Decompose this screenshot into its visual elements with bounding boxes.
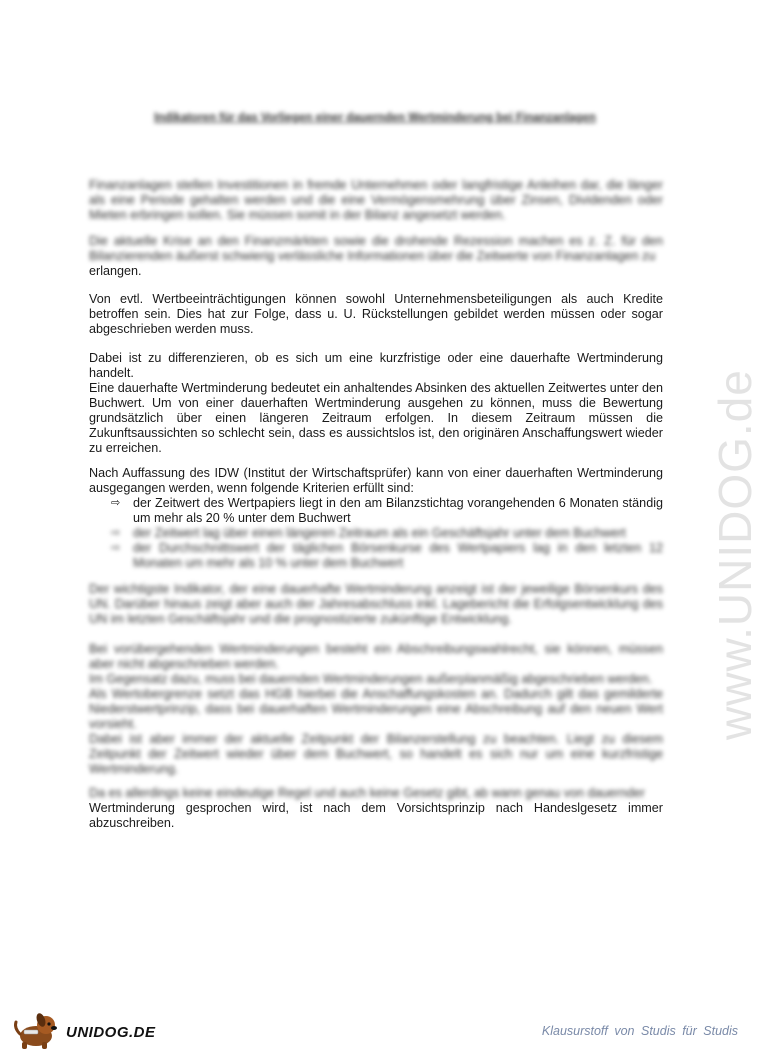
dog-icon <box>10 1010 62 1050</box>
paragraph-intro: Finanzanlagen stellen Investitionen in fremde Unternehmen oder langfristige Anleihen dar, die länger als eine Periode gehalten werden und die eine Vermögensmehrung über Zinsen, Dividenden oder Mieten erbringen sollen. Sie müssen somit in der Bilanz angesetzt werden. <box>89 178 663 222</box>
paragraph-impairments: Von evtl. Wertbeeinträchtigungen können sowohl Unternehmensbeteiligungen als auch Kredite betroffen sein. Dies hat zur Folge, dass u. U. Rückstellungen gebildet werden müssen oder sogar abgeschrieben werden muss. <box>89 292 663 336</box>
criteria-item-3-text: der Durchschnittswert der täglichen Börsenkurse des Wertpapiers lag in den letzten 12 Monaten um mehr als 10 % unter dem Buchwert <box>133 541 663 570</box>
logo-text: UNIDOG.DE <box>66 1024 156 1041</box>
criteria-item-2 <box>89 526 663 541</box>
page-footer <box>0 1000 750 1060</box>
paragraph-definition: Eine dauerhafte Wertminderung bedeutet ein anhaltendes Absinken des aktuellen Zeitwertes unter den Buchwert. Um von einer dauerhaften Wertminderung ausgehen zu können, muss die Bewertung grundsätzlich über einen längeren Zeitraum erfolgen. In diesem Zeitraum müssen die Zukunftsaussichten so schlecht sein, dass es aussichtslos ist, den originären Anschaffungswert wieder zu erreichen. <box>89 381 663 455</box>
unidog-logo <box>10 1010 170 1050</box>
paragraph-crisis <box>89 234 663 279</box>
watermark-text: www.UNIDOG.de <box>709 369 761 740</box>
criteria-item-1 <box>89 496 663 526</box>
criteria-item-1-text: der Zeitwert des Wertpapiers liegt in den am Bilanzstichtag vorangehenden 6 Monaten ständig um mehr als 20 % unter dem Buchwert <box>133 496 663 525</box>
document-title: Indikatoren für das Vorliegen einer dauernden Wertminderung bei Finanzanlagen <box>154 112 596 124</box>
criteria-list <box>89 496 663 571</box>
criteria-item-2-text: der Zeitwert lag über einen längeren Zeitraum als ein Geschäftsjahr unter dem Buchwert <box>133 526 626 540</box>
arrow-right-icon: ⇨ <box>111 497 121 509</box>
footer-tagline: Klausurstoff von Studis für Studis <box>541 1024 738 1038</box>
paragraph-conclusion-clear: Wertminderung gesprochen wird, ist nach dem Vorsichtsprinzip nach Handeslgesetz immer abzuschreiben. <box>89 801 663 830</box>
paragraph-crisis-blurred: Die aktuelle Krise an den Finanzmärkten sowie die drohende Rezession machen es z. Z. für den Bilanzierenden äußerst schwierig verlässliche Informationen über die Zeitwerte von Finanzanlagen zu <box>89 234 663 263</box>
arrow-right-icon: ⇨ <box>111 542 121 554</box>
paragraph-conclusion <box>89 786 663 831</box>
criteria-item-3 <box>89 541 663 571</box>
paragraph-crisis-clear: erlangen. <box>89 264 142 278</box>
paragraph-write-down: Bei vorübergehenden Wertminderungen besteht ein Abschreibungswahlrecht, sie können, müssen aber nicht abgeschrieben werden. Im Gegensatz dazu, muss bei dauernden Wertminderungen außerplanmäßig abgeschrieben werden. Als Wertobergrenze setzt das HGB hierbei die Anschaffungskosten an. Dadurch gilt das gemilderte Niederstwertprinzip, dass bei dauerhaften Wertminderungen eine Abschreibung auf den neuen Wert vorsieht. Dabei ist aber immer der aktuelle Zeitpunkt der Bilanzerstellung zu beachten. Liegt zu diesem Zeitpunkt der Zeitwert wieder über dem Buchwert, so handelt es sich nur um eine kurzfristige Wertminderung. <box>89 642 663 776</box>
paragraph-indicator: Der wichtigste Indikator, der eine dauerhafte Wertminderung anzeigt ist der jeweilige Börsenkurs des UN. Darüber hinaus zeigt aber auch der Jahresabschluss inkl. Lagebericht die Erfolgsentwicklung des UN im letzten Geschäftsjahr und die prognostizierte zukünftige Entwicklung. <box>89 582 663 626</box>
paragraph-idw: Nach Auffassung des IDW (Institut der Wirtschaftsprüfer) kann von einer dauerhaften Wertminderung ausgegangen werden, wenn folgende Kriterien erfüllt sind: <box>89 466 663 495</box>
paragraph-conclusion-blurred: Da es allerdings keine eindeutige Regel und auch keine Gesetz gibt, ab wann genau von dauernder <box>89 786 645 800</box>
arrow-right-icon: ⇨ <box>111 527 121 539</box>
paragraph-differentiate: Dabei ist zu differenzieren, ob es sich um eine kurzfristige oder eine dauerhafte Wertminderung handelt. Eine dauerhafte Wertminderung bedeutet ein anhaltendes Absinken des aktuellen Zeitwertes unter den Buchwert. Um von einer dauerhaften Wertminderung ausgehen zu können, muss die Bewertung grundsätzlich über einen längeren Zeitraum erfolgen. In diesem Zeitraum müssen die Zukunftsaussichten so schlecht sein, dass es aussichtslos ist, den originären Anschaffungswert wieder zu erreichen. <box>89 351 663 455</box>
